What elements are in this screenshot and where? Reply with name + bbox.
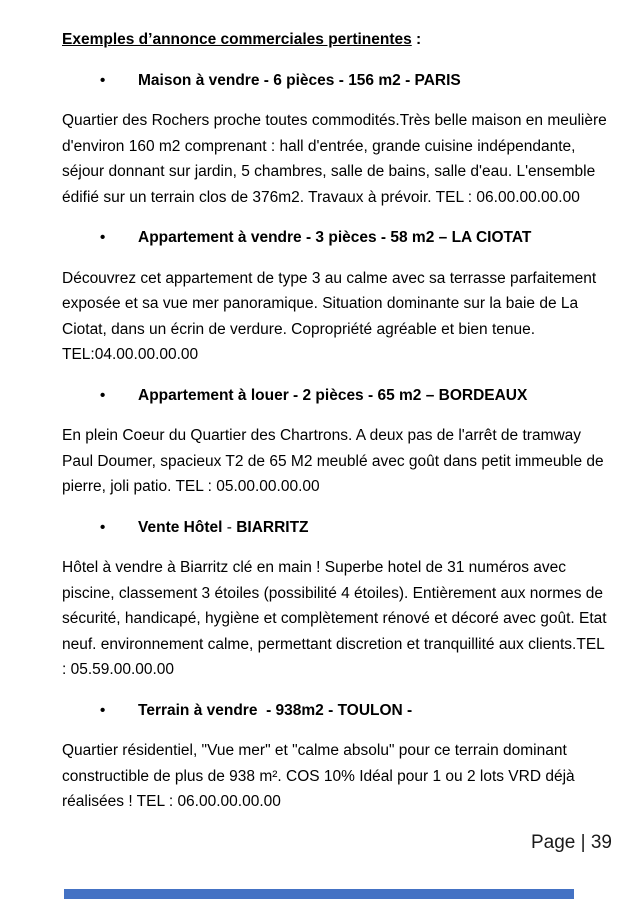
- listing-body-text: Quartier résidentiel, "Vue mer" et "calme absolu" pour ce terrain dominant constructible de plus de 938 m². COS 10% Idéal pour 1 ou 2 lots VRD déjà réalisées ! TEL : 06.00.00.00.00: [62, 742, 579, 810]
- listing-heading-text: Appartement à vendre - 3 pièces - 58 m2 – LA CIOTAT: [138, 229, 532, 246]
- bullet-icon: •: [100, 518, 106, 536]
- page-title-colon: :: [411, 31, 422, 48]
- listing-heading-row: [62, 68, 612, 94]
- listing-heading-part2: BIARRITZ: [236, 518, 309, 536]
- listing-heading-text: [138, 515, 309, 541]
- listing-heading-row: [62, 225, 612, 251]
- page-footer: [62, 830, 612, 856]
- bullet-icon: •: [100, 71, 106, 89]
- footer-accent-bar: [64, 889, 574, 899]
- listing-section-maison-paris: [62, 68, 612, 211]
- listing-heading-row: [62, 515, 612, 541]
- listing-heading-text: Terrain à vendre - 938m2 - TOULON -: [138, 701, 413, 719]
- bullet-icon: •: [100, 229, 106, 246]
- listing-section-terrain-toulon: [62, 698, 612, 815]
- listing-heading-text: Appartement à louer - 2 pièces - 65 m2 – BORDEAUX: [138, 386, 528, 404]
- listing-section-hotel-biarritz: [62, 515, 612, 683]
- bullet-icon: •: [100, 386, 106, 404]
- bullet-icon: •: [100, 701, 106, 719]
- listing-section-appartement-bordeaux: [62, 383, 612, 500]
- listing-body-text: En plein Coeur du Quartier des Chartrons. A deux pas de l'arrêt de tramway Paul Doumer, spacieux T2 de 65 M2 meublé avec goût dans petit immeuble de pierre, joli patio. TEL : 05.00.00.00.00: [62, 427, 608, 495]
- listing-heading-text: Maison à vendre - 6 pièces - 156 m2 - PARIS: [138, 71, 461, 89]
- listing-body-text: Découvrez cet appartement de type 3 au calme avec sa terrasse parfaitement exposée et sa vue mer panoramique. Situation dominante sur la baie de La Ciotat, dans un écrin de verdure. Copropriété agréable et bien tenue. TEL:04.00.00.00.00: [62, 269, 601, 363]
- page-title-text: Exemples d’annonce commerciales pertinentes: [62, 31, 412, 48]
- listing-section-appartement-la-ciotat: [62, 225, 612, 368]
- listing-heading-row: [62, 383, 612, 409]
- listing-body-text: Quartier des Rochers proche toutes commodités.Très belle maison en meulière d'environ 160 m2 comprenant : hall d'entrée, grande cuisine indépendante, séjour donnant sur jardin, 5 chambres, salle de bains, salle d'eau. L'ensemble édifié sur un terrain clos de 376m2. Travaux à prévoir. TEL : 06.00.00.00.00: [62, 112, 612, 206]
- listing-heading-part1: Vente Hôtel: [138, 518, 223, 536]
- listing-body-text: Hôtel à vendre à Biarritz clé en main ! Superbe hotel de 31 numéros avec piscine, classement 3 étoiles (possibilité 4 étoiles). Entièrement aux normes de sécurité, handicapé, hygiène et complètement rénové et décoré avec goût. Etat neuf. environnement calme, permettant discretion et tranquillité aux clients.TEL : 05.59.00.00.00: [62, 559, 611, 678]
- page-title: [62, 27, 612, 53]
- listing-heading-row: [62, 698, 612, 724]
- listing-heading-separator: -: [222, 518, 237, 536]
- page-number: Page | 39: [530, 831, 612, 853]
